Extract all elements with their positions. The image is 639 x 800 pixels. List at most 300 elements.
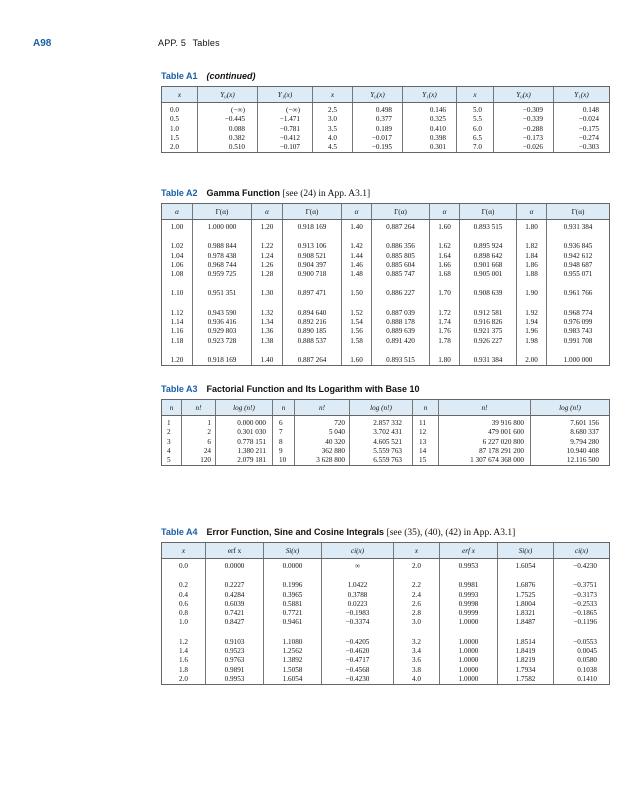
table-cell: 1.0000 <box>440 647 498 656</box>
column-header: x <box>162 543 206 559</box>
table-cell: 0.900 718 <box>283 270 342 279</box>
table-cell: −1.471 <box>258 115 313 124</box>
table-cell: 1.22 <box>252 232 283 251</box>
table-a4-title <box>161 527 515 538</box>
column-header: Si(x) <box>264 543 322 559</box>
table-cell: 7.0 <box>457 143 494 153</box>
table-cell: 1.0 <box>162 125 198 134</box>
table-cell: 6 227 020 800 <box>439 438 531 447</box>
table-cell: 0.888 178 <box>372 318 430 327</box>
table-row <box>162 279 610 298</box>
table-cell: 0.951 351 <box>193 279 252 298</box>
table-cell: 14 <box>413 447 439 456</box>
table-cell: 6 <box>182 438 216 447</box>
table-cell: 2.2 <box>394 571 440 590</box>
table-cell: −0.195 <box>353 143 403 153</box>
table-cell: 1.06 <box>162 261 193 270</box>
column-header: Y₀(x) <box>198 87 258 103</box>
table-cell: 0.000 000 <box>216 416 273 429</box>
column-header: α <box>430 204 460 220</box>
column-header: x <box>394 543 440 559</box>
table-cell: 1.40 <box>342 220 372 233</box>
table-cell: 0.897 471 <box>283 279 342 298</box>
table-row <box>162 447 610 456</box>
table-cell: 1.98 <box>517 337 547 346</box>
table-a2 <box>161 203 610 366</box>
table-cell: 1 307 674 368 000 <box>439 456 531 466</box>
table-cell: 0.976 099 <box>547 318 610 327</box>
table-cell: 0.891 420 <box>372 337 430 346</box>
table-cell: 0.4284 <box>206 591 264 600</box>
table-cell: 1.00 <box>162 220 193 233</box>
table-cell: 0.0580 <box>554 656 610 665</box>
table-cell: 0.901 668 <box>460 261 517 270</box>
table-cell: 2.079 181 <box>216 456 273 466</box>
table-a1-label: Table A1 <box>161 71 198 81</box>
table-cell: −0.309 <box>494 103 554 116</box>
table-cell: 1.5 <box>162 134 198 143</box>
table-cell: 5.559 763 <box>350 447 413 456</box>
table-cell: 2.0 <box>162 675 206 685</box>
table-cell: 0.9461 <box>264 618 322 627</box>
running-title <box>158 38 220 48</box>
table-header-row <box>162 204 610 220</box>
table-cell: 1.92 <box>517 299 547 318</box>
table-cell: 0.9993 <box>440 591 498 600</box>
table-a2-note: [see (24) in App. A3.1] <box>282 189 371 199</box>
table-cell: 1.44 <box>342 252 372 261</box>
table-cell: 1.32 <box>252 299 283 318</box>
column-header: Γ(α) <box>193 204 252 220</box>
column-header: Y₀(x) <box>353 87 403 103</box>
table-a2-title <box>161 188 370 199</box>
table-cell: 0.991 708 <box>547 337 610 346</box>
table-cell: 1.56 <box>342 327 372 336</box>
table-row <box>162 318 610 327</box>
table-cell: 0.916 826 <box>460 318 517 327</box>
table-cell: 1.68 <box>430 270 460 279</box>
table-cell: −0.0553 <box>554 628 610 647</box>
table-row <box>162 666 610 675</box>
table-cell: 6.5 <box>457 134 494 143</box>
table-cell: 3.5 <box>313 125 353 134</box>
column-header: n <box>273 400 295 416</box>
table-cell: 1.3892 <box>264 656 322 665</box>
table-cell: −0.026 <box>494 143 554 153</box>
table-cell: 0.888 537 <box>283 337 342 346</box>
table-cell: 1 <box>182 416 216 429</box>
table-cell: 0.189 <box>353 125 403 134</box>
chapter-title: Tables <box>192 38 220 48</box>
table-cell: 0.2 <box>162 571 206 590</box>
table-cell: 0.9953 <box>440 559 498 572</box>
table-cell: 0.887 264 <box>372 220 430 233</box>
table-cell: 1.90 <box>517 279 547 298</box>
column-header: erf x <box>440 543 498 559</box>
table-cell: 1.0 <box>162 618 206 627</box>
column-header: Si(x) <box>498 543 554 559</box>
table-cell: 0.5881 <box>264 600 322 609</box>
table-row <box>162 337 610 346</box>
table-a3 <box>161 399 610 466</box>
table-cell: 1.86 <box>517 261 547 270</box>
table-cell: 3.2 <box>394 628 440 647</box>
table-row <box>162 416 610 429</box>
column-header: Y₁(x) <box>403 87 457 103</box>
table-cell: −0.3374 <box>322 618 394 627</box>
table-header-row <box>162 543 610 559</box>
table-cell: 3.8 <box>394 666 440 675</box>
table-cell: 2 <box>162 428 182 437</box>
table-cell: 2.8 <box>394 609 440 618</box>
table-header-row <box>162 400 610 416</box>
table-row <box>162 456 610 466</box>
table-cell: −0.3173 <box>554 591 610 600</box>
table-cell: 1.8219 <box>498 656 554 665</box>
table-cell: 1.60 <box>342 346 372 366</box>
table-cell: 1.28 <box>252 270 283 279</box>
table-cell: 1.24 <box>252 252 283 261</box>
table-a3-label: Table A3 <box>161 384 198 394</box>
table-cell: −0.1865 <box>554 609 610 618</box>
table-cell: 3.0 <box>394 618 440 627</box>
table-cell: 0.923 728 <box>193 337 252 346</box>
table-row <box>162 220 610 233</box>
table-row <box>162 647 610 656</box>
table-cell: 1.80 <box>430 346 460 366</box>
table-row <box>162 115 610 124</box>
table-cell: 1.1080 <box>264 628 322 647</box>
table-cell: 1.88 <box>517 270 547 279</box>
table-cell: 10 <box>273 456 295 466</box>
table-cell: 0.301 <box>403 143 457 153</box>
table-a1-title <box>161 71 256 81</box>
table-cell: 720 <box>295 416 350 429</box>
table-cell: 6 <box>273 416 295 429</box>
table-cell: 0.0000 <box>264 559 322 572</box>
table-cell: 1.8419 <box>498 647 554 656</box>
table-row <box>162 103 610 116</box>
table-cell: 1.0000 <box>440 675 498 685</box>
table-cell: −0.288 <box>494 125 554 134</box>
table-cell: 0.5 <box>162 115 198 124</box>
table-cell: 1.72 <box>430 299 460 318</box>
table-cell: 0.955 071 <box>547 270 610 279</box>
table-cell: 4.0 <box>394 675 440 685</box>
table-cell: 0.886 356 <box>372 232 430 251</box>
table-cell: 0.898 642 <box>460 252 517 261</box>
column-header: x <box>457 87 494 103</box>
table-cell: 0.325 <box>403 115 457 124</box>
table-cell: 11 <box>413 416 439 429</box>
column-header: n! <box>439 400 531 416</box>
table-cell: 24 <box>182 447 216 456</box>
table-cell: 8.680 337 <box>531 428 610 437</box>
table-row <box>162 299 610 318</box>
column-header: ci(x) <box>554 543 610 559</box>
table-cell: 0.148 <box>554 103 610 116</box>
table-cell: 0.926 227 <box>460 337 517 346</box>
table-a4 <box>161 542 610 685</box>
table-cell: 3.6 <box>394 656 440 665</box>
table-cell: 0.146 <box>403 103 457 116</box>
table-cell: 1.76 <box>430 327 460 336</box>
table-cell: 6.0 <box>457 125 494 134</box>
table-cell: 4.0 <box>313 134 353 143</box>
table-cell: 0.968 744 <box>193 261 252 270</box>
table-cell: 0.885 805 <box>372 252 430 261</box>
table-cell: 3 <box>162 438 182 447</box>
table-cell: −0.4230 <box>322 675 394 685</box>
table-cell: 0.943 590 <box>193 299 252 318</box>
running-header <box>0 38 639 52</box>
table-cell: 12.116 500 <box>531 456 610 466</box>
table-cell: 1.08 <box>162 270 193 279</box>
table-cell: 87 178 291 200 <box>439 447 531 456</box>
table-cell: 479 001 600 <box>439 428 531 437</box>
table-cell: 0.959 725 <box>193 270 252 279</box>
table-cell: 7 <box>273 428 295 437</box>
table-cell: 0.936 845 <box>547 232 610 251</box>
table-cell: 0.0045 <box>554 647 610 656</box>
table-cell: 0.931 384 <box>460 346 517 366</box>
table-cell: 0.895 924 <box>460 232 517 251</box>
table-cell: 1.62 <box>430 232 460 251</box>
table-cell: 1.8 <box>162 666 206 675</box>
table-cell: 0.1410 <box>554 675 610 685</box>
table-cell: 5.0 <box>457 103 494 116</box>
table-cell: 1.02 <box>162 232 193 251</box>
table-cell: 0.0000 <box>206 559 264 572</box>
table-cell: 1.46 <box>342 261 372 270</box>
table-cell: 15 <box>413 456 439 466</box>
table-row <box>162 346 610 366</box>
table-cell: 1.8487 <box>498 618 554 627</box>
table-cell: 0.498 <box>353 103 403 116</box>
table-cell: 1.48 <box>342 270 372 279</box>
table-cell: 1.16 <box>162 327 193 336</box>
table-cell: 1.04 <box>162 252 193 261</box>
table-cell: 1.58 <box>342 337 372 346</box>
table-a4-label: Table A4 <box>161 527 198 537</box>
table-cell: 0.887 039 <box>372 299 430 318</box>
table-cell: ∞ <box>322 559 394 572</box>
table-cell: 2.0 <box>162 143 198 153</box>
table-cell: −0.175 <box>554 125 610 134</box>
table-cell: 2.4 <box>394 591 440 600</box>
table-cell: 0.9953 <box>206 675 264 685</box>
table-row <box>162 261 610 270</box>
table-cell: 1.4 <box>162 647 206 656</box>
column-header: x <box>313 87 353 103</box>
table-cell: 0.889 639 <box>372 327 430 336</box>
table-cell: 0.948 687 <box>547 261 610 270</box>
column-header: n! <box>182 400 216 416</box>
table-row <box>162 428 610 437</box>
column-header: n! <box>295 400 350 416</box>
table-cell: 0.893 515 <box>372 346 430 366</box>
table-header-row <box>162 87 610 103</box>
column-header: Y₀(x) <box>494 87 554 103</box>
column-header: log (n!) <box>216 400 273 416</box>
table-cell: 0.0 <box>162 103 198 116</box>
table-cell: 0.892 216 <box>283 318 342 327</box>
table-a4-name: Error Function, Sine and Cosine Integrals <box>206 527 385 537</box>
table-cell: 13 <box>413 438 439 447</box>
table-row <box>162 628 610 647</box>
table-cell: 0.382 <box>198 134 258 143</box>
table-cell: 1.36 <box>252 327 283 336</box>
table-row <box>162 125 610 134</box>
table-cell: 9 <box>273 447 295 456</box>
table-cell: 0.988 844 <box>193 232 252 251</box>
table-cell: 0.9981 <box>440 571 498 590</box>
column-header: α <box>517 204 547 220</box>
table-row <box>162 591 610 600</box>
table-cell: −0.1196 <box>554 618 610 627</box>
table-cell: 0.885 604 <box>372 261 430 270</box>
table-cell: −0.024 <box>554 115 610 124</box>
table-cell: 1.60 <box>430 220 460 233</box>
table-cell: 1.2 <box>162 628 206 647</box>
table-cell: 0.9998 <box>440 600 498 609</box>
table-a1 <box>161 86 610 153</box>
table-a1-name: (continued) <box>206 71 256 81</box>
table-cell: 2 <box>182 428 216 437</box>
table-cell: 0.904 397 <box>283 261 342 270</box>
column-header: α <box>252 204 283 220</box>
table-cell: −0.303 <box>554 143 610 153</box>
table-cell: 0.931 384 <box>547 220 610 233</box>
table-cell: 1.2562 <box>264 647 322 656</box>
table-cell: 0.4 <box>162 591 206 600</box>
table-row <box>162 600 610 609</box>
table-cell: 0.0 <box>162 559 206 572</box>
table-cell: 0.905 001 <box>460 270 517 279</box>
table-cell: 0.1996 <box>264 571 322 590</box>
table-cell: 1.12 <box>162 299 193 318</box>
table-cell: 0.886 227 <box>372 279 430 298</box>
table-cell: 0.8 <box>162 609 206 618</box>
table-cell: 1.0000 <box>440 628 498 647</box>
table-cell: 0.6039 <box>206 600 264 609</box>
table-cell: 1.20 <box>252 220 283 233</box>
table-cell: 1.78 <box>430 337 460 346</box>
column-header: erf x <box>206 543 264 559</box>
table-cell: 5 <box>162 456 182 466</box>
table-cell: 12 <box>413 428 439 437</box>
table-cell: 1.50 <box>342 279 372 298</box>
table-cell: 1.66 <box>430 261 460 270</box>
table-cell: 1 <box>162 416 182 429</box>
column-header: α <box>162 204 193 220</box>
table-cell: 0.398 <box>403 134 457 143</box>
table-cell: 4.5 <box>313 143 353 153</box>
table-row <box>162 143 610 153</box>
table-cell: 0.912 581 <box>460 299 517 318</box>
table-cell: (−∞) <box>258 103 313 116</box>
table-cell: −0.173 <box>494 134 554 143</box>
table-cell: 0.885 747 <box>372 270 430 279</box>
table-cell: 40 320 <box>295 438 350 447</box>
table-cell: 4 <box>162 447 182 456</box>
table-cell: 5 040 <box>295 428 350 437</box>
column-header: n <box>162 400 182 416</box>
table-row <box>162 252 610 261</box>
table-cell: 1.26 <box>252 261 283 270</box>
column-header: ci(x) <box>322 543 394 559</box>
table-cell: 1.6054 <box>264 675 322 685</box>
column-header: Y₁(x) <box>258 87 313 103</box>
page-number: A98 <box>33 38 52 49</box>
table-cell: 0.936 416 <box>193 318 252 327</box>
table-cell: 0.410 <box>403 125 457 134</box>
table-cell: 0.929 803 <box>193 327 252 336</box>
table-cell: 1.82 <box>517 232 547 251</box>
table-cell: 1.6876 <box>498 571 554 590</box>
table-cell: 0.377 <box>353 115 403 124</box>
table-cell: 0.9103 <box>206 628 264 647</box>
table-cell: 0.778 151 <box>216 438 273 447</box>
table-cell: 0.3965 <box>264 591 322 600</box>
table-cell: 0.913 106 <box>283 232 342 251</box>
table-cell: 1.0000 <box>440 656 498 665</box>
table-cell: −0.4568 <box>322 666 394 675</box>
table-row <box>162 559 610 572</box>
table-cell: −0.339 <box>494 115 554 124</box>
table-cell: 0.9763 <box>206 656 264 665</box>
table-row <box>162 270 610 279</box>
column-header: Γ(α) <box>547 204 610 220</box>
column-header: Γ(α) <box>372 204 430 220</box>
table-cell: −0.3751 <box>554 571 610 590</box>
table-cell: 1.8514 <box>498 628 554 647</box>
table-cell: 1.34 <box>252 318 283 327</box>
table-cell: 1.8321 <box>498 609 554 618</box>
table-row <box>162 656 610 665</box>
table-cell: 1.6054 <box>498 559 554 572</box>
table-cell: 0.1038 <box>554 666 610 675</box>
table-cell: 3.702 431 <box>350 428 413 437</box>
table-cell: −0.1983 <box>322 609 394 618</box>
table-cell: 0.908 521 <box>283 252 342 261</box>
table-a3-name: Factorial Function and Its Logarithm with Base 10 <box>206 384 420 394</box>
table-row <box>162 618 610 627</box>
table-cell: 1.000 000 <box>547 346 610 366</box>
table-cell: 9.794 280 <box>531 438 610 447</box>
table-cell: 1.0422 <box>322 571 394 590</box>
table-cell: 0.887 264 <box>283 346 342 366</box>
table-cell: 3 628 800 <box>295 456 350 466</box>
table-row <box>162 609 610 618</box>
table-row <box>162 232 610 251</box>
table-cell: 2.00 <box>517 346 547 366</box>
table-cell: 2.857 332 <box>350 416 413 429</box>
column-header: Γ(α) <box>460 204 517 220</box>
table-cell: 7.601 156 <box>531 416 610 429</box>
column-header: log (n!) <box>531 400 610 416</box>
table-cell: 0.968 774 <box>547 299 610 318</box>
table-cell: 1.42 <box>342 232 372 251</box>
table-cell: −0.412 <box>258 134 313 143</box>
table-a3-title <box>161 384 420 394</box>
table-cell: 2.6 <box>394 600 440 609</box>
table-cell: 0.3788 <box>322 591 394 600</box>
table-cell: 0.894 640 <box>283 299 342 318</box>
table-cell: 1.70 <box>430 279 460 298</box>
column-header: x <box>162 87 198 103</box>
table-cell: 0.983 743 <box>547 327 610 336</box>
